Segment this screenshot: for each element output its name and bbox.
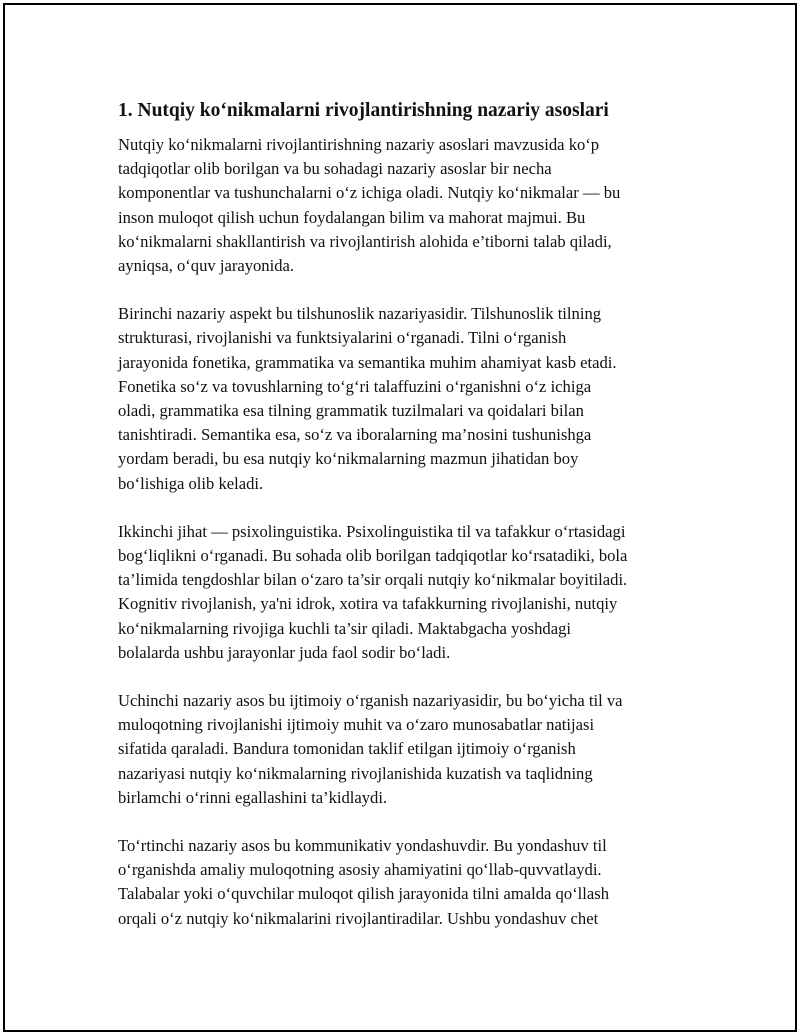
text-line: bo‘lishiga olib keladi. [118,473,264,493]
text-line: bolalarda ushbu jarayonlar juda faol sodir bo‘ladi. [118,642,451,662]
page-frame [3,3,797,1032]
text-line: yordam beradi, bu esa nutqiy ko‘nikmalarning mazmun jihatidan boy [118,449,579,469]
paragraph [118,834,678,931]
text-line: To‘rtinchi nazariy asos bu kommunikativ yondashuvdir. Bu yondashuv til [118,836,607,856]
text-line: sifatida qaraladi. Bandura tomonidan taklif etilgan ijtimoiy o‘rganish [118,739,576,759]
text-line: muloqotning rivojlanishi ijtimoiy muhit va o‘zaro munosabatlar natijasi [118,715,595,735]
text-line: Fonetika so‘z va tovushlarning to‘g‘ri talaffuzini o‘rganishni o‘z ichiga [118,376,592,396]
text-line: ayniqsa, o‘quv jarayonida. [118,256,295,276]
text-line: komponentlar va tushunchalarni o‘z ichiga oladi. Nutqiy ko‘nikmalar — bu [118,183,621,203]
text-line: bog‘liqlikni o‘rganadi. Bu sohada olib borilgan tadqiqotlar ko‘rsatadiki, bola [118,546,628,566]
paragraph [118,133,678,278]
text-line: o‘rganishda amaliy muloqotning asosiy ahamiyatini qo‘llab-quvvatlaydi. [118,860,602,880]
text-line: Ikkinchi jihat — psixolinguistika. Psixolinguistika til va tafakkur o‘rtasidagi [118,521,626,541]
paragraph [118,520,678,665]
text-line: nazariyasi nutqiy ko‘nikmalarning rivojlanishida kuzatish va taqlidning [118,763,593,783]
text-line: tadqiqotlar olib borilgan va bu sohadagi nazariy asoslar bir necha [118,159,552,179]
text-line: ta’limida tengdoshlar bilan o‘zaro ta’sir orqali nutqiy ko‘nikmalar boyitiladi. [118,570,628,590]
text-line: strukturasi, rivojlanishi va funktsiyalarini o‘rganadi. Tilni o‘rganish [118,328,567,348]
text-line: Birinchi nazariy aspekt bu tilshunoslik nazariyasidir. Tilshunoslik tilning [118,304,602,324]
text-line: Uchinchi nazariy asos bu ijtimoiy o‘rganish nazariyasidir, bu bo‘yicha til va [118,691,623,711]
text-line: inson muloqot qilish uchun foydalangan bilim va mahorat majmui. Bu [118,207,586,227]
paragraph-list [118,133,678,931]
section-heading: 1. Nutqiy ko‘nikmalarni rivojlantirishning nazariy asoslari [118,100,609,121]
paragraph [118,302,678,496]
document-body [118,99,678,955]
text-line: oladi, grammatika esa tilning grammatik tuzilmalari va qoidalari bilan [118,401,584,421]
text-line: Nutqiy ko‘nikmalarni rivojlantirishning nazariy asoslari mavzusida ko‘p [118,135,600,154]
text-line: birlamchi o‘rinni egallashini ta’kidlaydi. [118,787,388,807]
text-line: orqali o‘z nutqiy ko‘nikmalarini rivojlantiradilar. Ushbu yondashuv chet [118,908,599,928]
text-line: ko‘nikmalarning rivojiga kuchli ta’sir qiladi. Maktabgacha yoshdagi [118,618,571,638]
text-line: jarayonida fonetika, grammatika va semantika muhim ahamiyat kasb etadi. [118,352,617,372]
text-line: Talabalar yoki o‘quvchilar muloqot qilish jarayonida tilni amalda qo‘llash [118,884,609,904]
text-line: ko‘nikmalarni shakllantirish va rivojlantirish alohida e’tiborni talab qiladi, [118,231,612,251]
paragraph [118,689,678,810]
text-line: Kognitiv rivojlanish, ya'ni idrok, xotira va tafakkurning rivojlanishi, nutqiy [118,594,618,614]
text-line: tanishtiradi. Semantika esa, so‘z va iboralarning ma’nosini tushunishga [118,425,592,445]
